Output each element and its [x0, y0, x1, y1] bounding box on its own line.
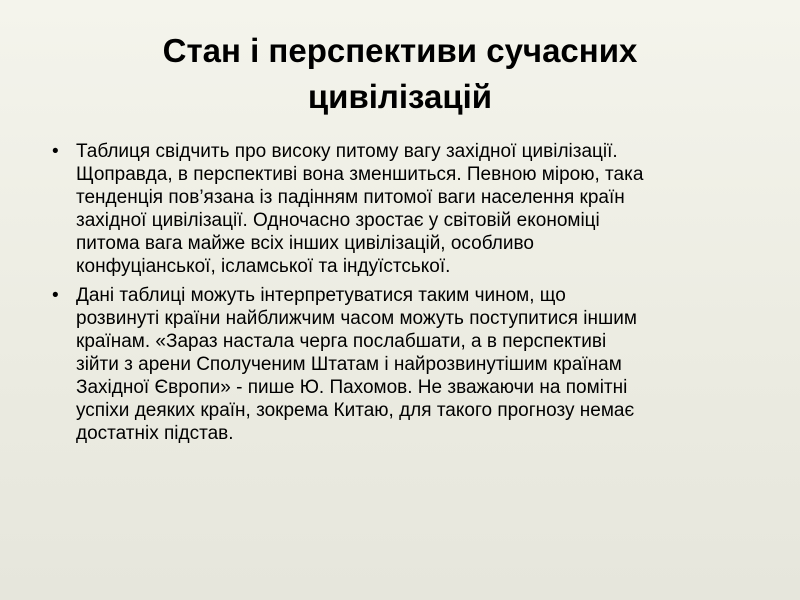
bullet-dot-icon: • — [52, 141, 59, 162]
bullet-dot-icon: • — [52, 285, 59, 306]
title-line-1: Стан і перспективи сучасних — [162, 32, 638, 69]
bullet-item-2 — [48, 284, 748, 445]
bullet-1-line-2: Щоправда, в перспективі вона зменшиться. Певною мірою, така — [76, 164, 644, 185]
bullet-1-line-4: західної цивілізації. Одночасно зростає у світовій економіці — [76, 210, 600, 231]
title-line-2: цивілізацій — [307, 78, 493, 115]
bullet-1-line-1: Таблиця свідчить про високу питому вагу західної цивілізації. — [76, 141, 618, 162]
bullet-item-1 — [48, 140, 748, 278]
bullet-list — [48, 140, 748, 451]
bullet-2-line-1: Дані таблиці можуть інтерпретуватися таким чином, що — [76, 285, 566, 306]
bullet-2-line-5: Західної Європи» - пише Ю. Пахомов. Не зважаючи на помітні — [76, 377, 628, 398]
bullet-1-line-3: тенденція пов’язана із падінням питомої ваги населення країн — [76, 187, 625, 208]
bullet-2-line-6: успіхи деяких країн, зокрема Китаю, для такого прогнозу немає — [76, 400, 635, 421]
bullet-1-line-5: питома вага майже всіх інших цивілізацій, особливо — [76, 233, 534, 254]
bullet-2-line-4: зійти з арени Сполученим Штатам і найрозвинутішим країнам — [76, 354, 622, 375]
bullet-2-line-3: країнам. «Зараз настала черга послабшати, а в перспективі — [76, 331, 607, 352]
bullet-2-line-2: розвинуті країни найближчим часом можуть поступитися іншим — [76, 308, 637, 329]
bullet-2-line-7: достатніх підстав. — [76, 423, 234, 444]
bullet-1-line-6: конфуціанської, ісламської та індуїстської. — [76, 256, 451, 277]
slide-title — [60, 28, 740, 120]
